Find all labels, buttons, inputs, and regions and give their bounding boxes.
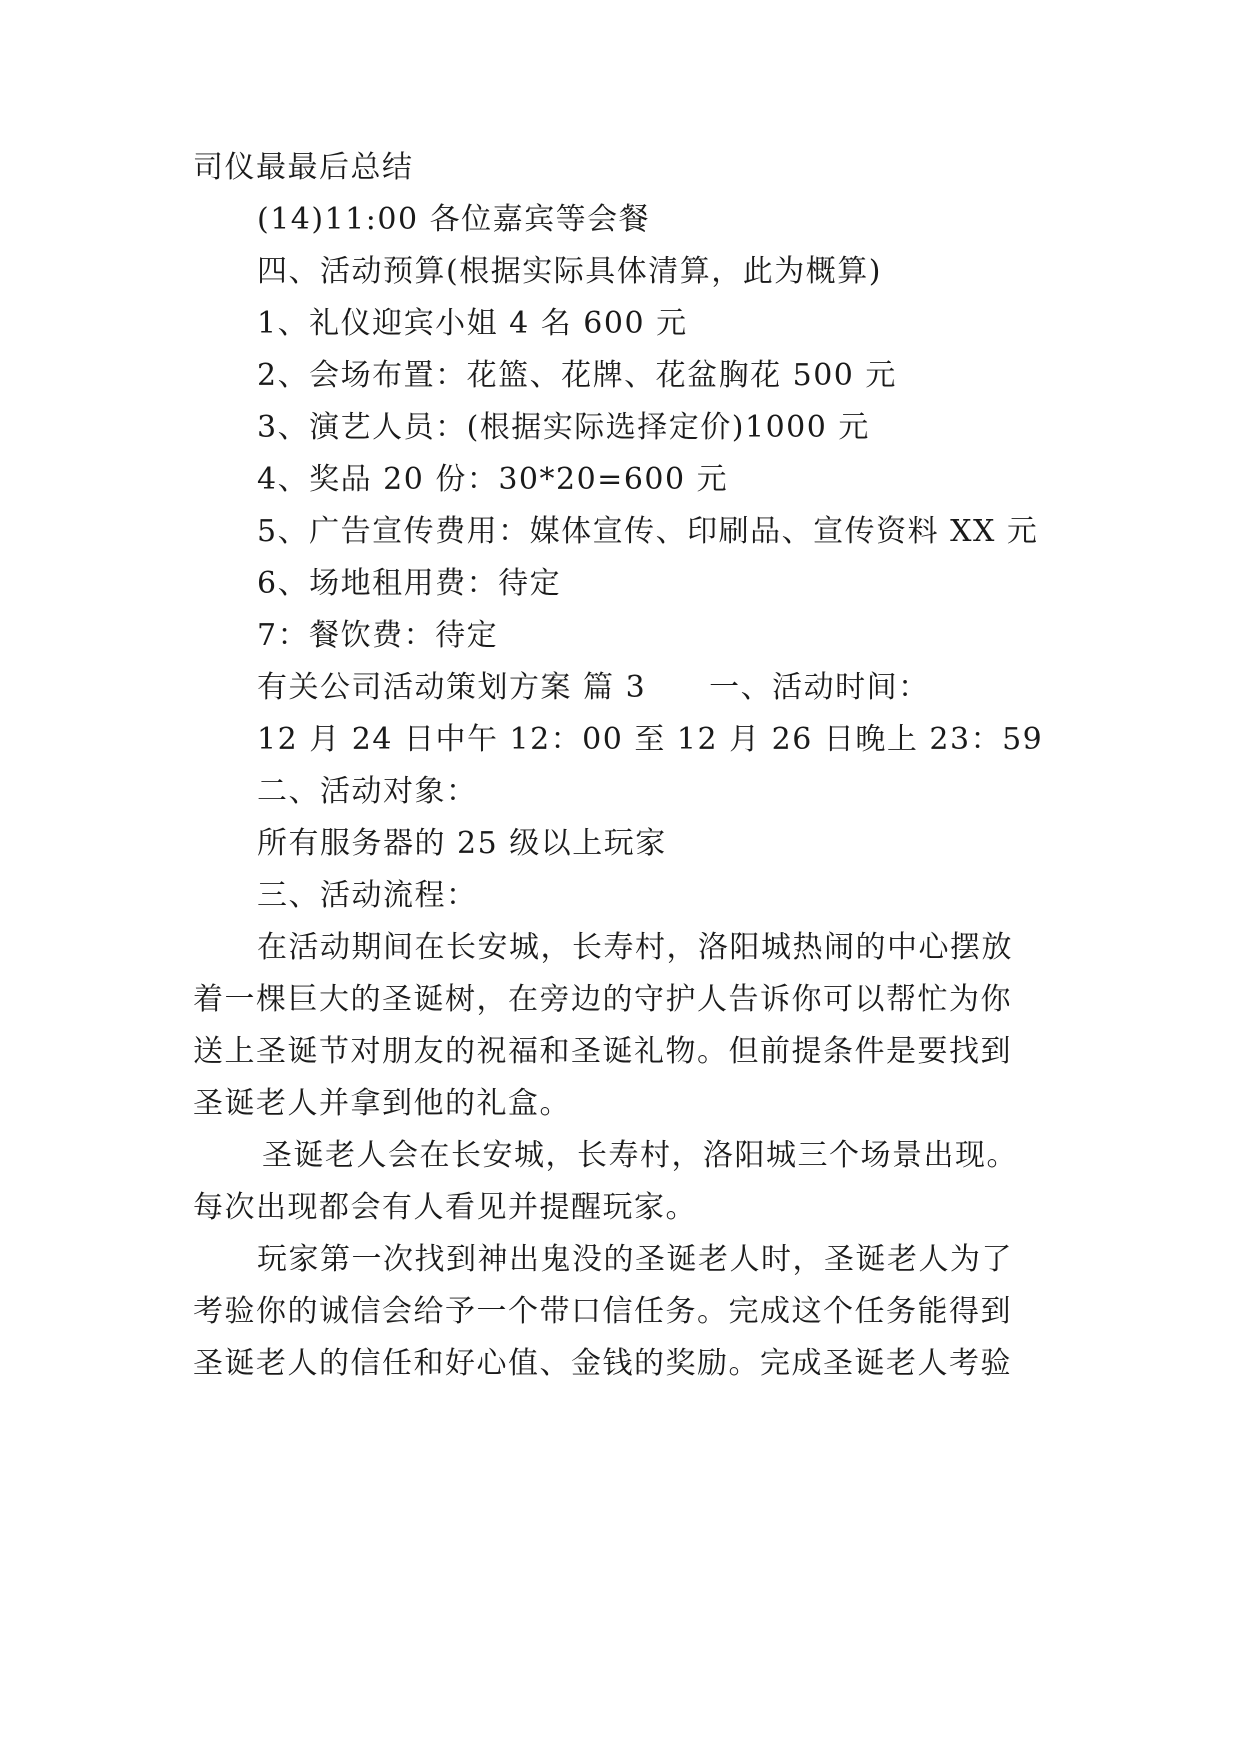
paragraph-line: 玩家第一次找到神出鬼没的圣诞老人时，圣诞老人为了 (257, 1242, 1013, 1277)
list-item: 1、礼仪迎宾小姐 4 名 600 元 (257, 306, 688, 341)
section-heading: 有关公司活动策划方案 篇 3 一、活动时间： (257, 670, 930, 705)
paragraph-line: 圣诞老人并拿到他的礼盒。 (193, 1086, 571, 1121)
list-item: 3、演艺人员：(根据实际选择定价)1000 元 (257, 410, 870, 445)
list-item: 4、奖品 20 份：30*20=600 元 (257, 462, 729, 497)
paragraph-line: 圣诞老人的信任和好心值、金钱的奖励。完成圣诞老人考验 (193, 1346, 1012, 1381)
paragraph-line: 着一棵巨大的圣诞树，在旁边的守护人告诉你可以帮忙为你 (193, 982, 1012, 1017)
paragraph-line: 送上圣诞节对朋友的祝福和圣诞礼物。但前提条件是要找到 (193, 1034, 1012, 1069)
list-item: 7：餐饮费：待定 (257, 618, 499, 653)
text-line: 12 月 24 日中午 12：00 至 12 月 26 日晚上 23：59 (257, 722, 1044, 757)
list-item: 2、会场布置：花篮、花牌、花盆胸花 500 元 (257, 358, 897, 393)
section-heading: 四、活动预算(根据实际具体清算，此为概算) (257, 254, 882, 289)
text-line: (14)11:00 各位嘉宾等会餐 (257, 202, 651, 237)
paragraph-line: 考验你的诚信会给予一个带口信任务。完成这个任务能得到 (193, 1294, 1012, 1329)
paragraph-line: 每次出现都会有人看见并提醒玩家。 (193, 1190, 697, 1225)
section-heading: 二、活动对象： (257, 774, 478, 809)
text-line: 司仪最最后总结 (193, 150, 414, 185)
paragraph-line: 在活动期间在长安城，长寿村，洛阳城热闹的中心摆放 (257, 930, 1013, 965)
list-item: 6、场地租用费：待定 (257, 566, 562, 601)
paragraph-line: 圣诞老人会在长安城，长寿村，洛阳城三个场景出现。 (262, 1138, 1018, 1173)
list-item: 5、广告宣传费用：媒体宣传、印刷品、宣传资料 XX 元 (257, 514, 1039, 549)
section-heading: 三、活动流程： (257, 878, 478, 913)
text-line: 所有服务器的 25 级以上玩家 (257, 826, 667, 861)
